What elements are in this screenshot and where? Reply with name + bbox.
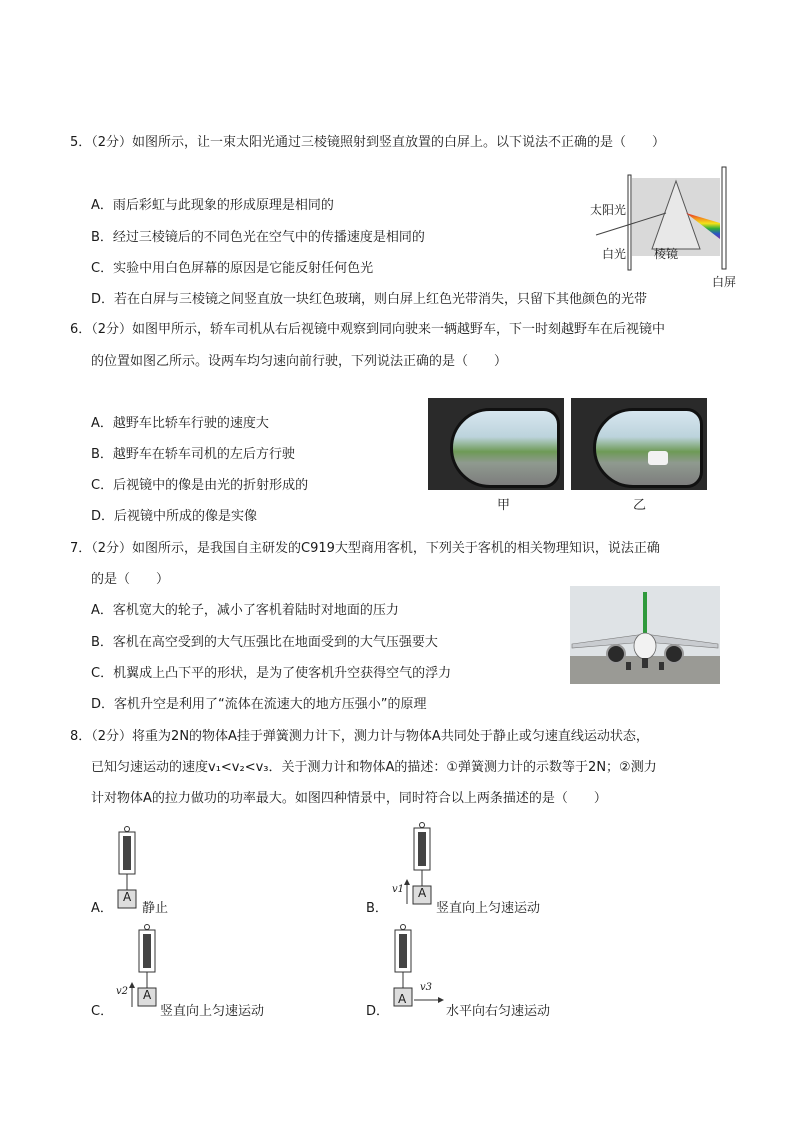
spring-scale-b xyxy=(411,822,433,914)
arrow-up-icon xyxy=(403,879,411,905)
q8-option-a-desc: 静止 xyxy=(142,901,169,916)
q5-stem: 5．（2分）如图所示，让一束太阳光通过三棱镜照射到竖直放置的白屏上。以下说法不正确的是（ ） xyxy=(70,135,666,150)
label-sunlight: 太阳光 xyxy=(590,203,627,217)
q6-option-b: B．越野车在轿车司机的左后方行驶 xyxy=(91,447,295,462)
mirror-label-left: 甲 xyxy=(497,498,511,513)
q8-option-b-letter: B． xyxy=(366,901,388,916)
mirror-photo-right xyxy=(571,398,707,490)
mirror-photo-left xyxy=(428,398,564,490)
q8-stem-line1: 8．（2分）将重为2N的物体A挂于弹簧测力计下，测力计与物体A共同处于静止或匀速直线运动状态， xyxy=(70,729,649,744)
speed-label-d: v3 xyxy=(420,982,433,993)
label-white-light: 白光 xyxy=(602,247,627,261)
q6-option-a: A．越野车比轿车行驶的速度大 xyxy=(91,416,269,431)
arrow-up-icon xyxy=(128,982,136,1008)
q5-option-c: C．实验中用白色屏幕的原因是它能反射任何色光 xyxy=(91,261,374,276)
q8-option-c-desc: 竖直向上匀速运动 xyxy=(160,1004,265,1019)
arrow-right-icon xyxy=(414,996,444,1004)
q5-option-a: A．雨后彩虹与此现象的形成原理是相同的 xyxy=(91,198,334,213)
q7-stem-line1: 7．（2分）如图所示，是我国自主研发的C919大型商用客机，下列关于客机的相关物理知识，说法正确 xyxy=(70,541,660,556)
q8-option-a-letter: A． xyxy=(91,901,113,916)
label-prism: 棱镜 xyxy=(654,247,679,261)
q8-option-d-letter: D． xyxy=(366,1004,390,1019)
q8-stem-line2: 已知匀速运动的速度v₁<v₂<v₃．关于测力计和物体A的描述：①弹簧测力计的示数等于2N；②测力 xyxy=(91,760,657,775)
label-screen: 白屏 xyxy=(712,275,737,289)
q7-option-c: C．机翼成上凸下平的形状，是为了使客机升空获得空气的浮力 xyxy=(91,666,452,681)
q8-stem-line3: 计对物体A的拉力做功的功率最大。如图四种情景中，同时符合以上两条描述的是（ ） xyxy=(91,791,607,806)
q8-option-b-desc: 竖直向上匀速运动 xyxy=(436,901,541,916)
q5-option-b: B．经过三棱镜后的不同色光在空气中的传播速度是相同的 xyxy=(91,230,425,245)
q6-option-d: D．后视镜中所成的像是实像 xyxy=(91,509,258,524)
q6-stem-line1: 6．（2分）如图甲所示，轿车司机从右后视镜中观察到同向驶来一辆越野车，下一时刻越野车在后视镜中 xyxy=(70,322,666,337)
block-label-b: A xyxy=(418,886,427,900)
block-label-a: A xyxy=(123,890,132,904)
block-label-d: A xyxy=(398,992,407,1006)
q6-stem-line2: 的位置如图乙所示。设两车均匀速向前行驶，下列说法正确的是（ ） xyxy=(91,354,508,369)
q7-stem-line2: 的是（ ） xyxy=(91,572,170,587)
q8-option-d-desc: 水平向右匀速运动 xyxy=(446,1004,551,1019)
speed-label-c: v2 xyxy=(116,986,129,997)
spring-scale-a xyxy=(116,826,138,918)
q6-option-c: C．后视镜中的像是由光的折射形成的 xyxy=(91,478,309,493)
c919-airplane-photo xyxy=(570,586,720,684)
q7-option-a: A．客机宽大的轮子，减小了客机着陆时对地面的压力 xyxy=(91,603,399,618)
q8-option-c-letter: C． xyxy=(91,1004,114,1019)
speed-label-b: v1 xyxy=(392,884,405,895)
q7-option-b: B．客机在高空受到的大气压强比在地面受到的大气压强要大 xyxy=(91,635,438,650)
block-label-c: A xyxy=(143,988,152,1002)
prism-figure xyxy=(586,165,744,290)
spring-scale-c xyxy=(136,924,158,1016)
q7-option-d: D．客机升空是利用了“流体在流速大的地方压强小”的原理 xyxy=(91,697,427,712)
mirror-label-right: 乙 xyxy=(633,498,647,513)
q5-option-d: D．若在白屏与三棱镜之间竖直放一块红色玻璃，则白屏上红色光带消失，只留下其他颜色的光带 xyxy=(91,292,648,307)
